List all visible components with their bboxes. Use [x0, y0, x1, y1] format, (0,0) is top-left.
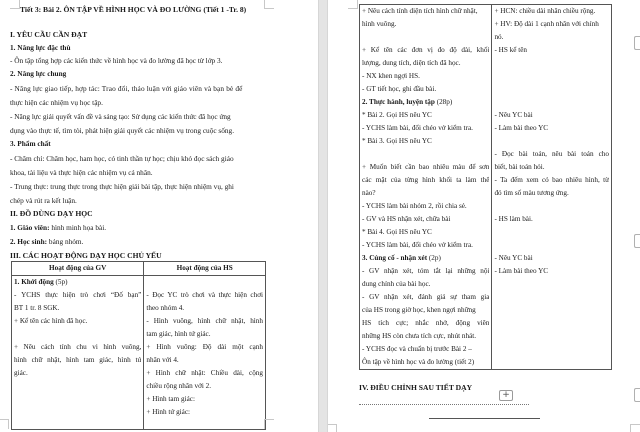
cell-line: - Đọc bài toán, nêu bài toán cho — [494, 150, 609, 158]
header-gv: Hoạt động của GV — [12, 262, 144, 276]
cell-line: hình vuông. — [362, 20, 397, 28]
cell-line: BT 1 tr. 8 SGK. — [14, 304, 60, 312]
cell-line: dung chính của bài học. — [362, 280, 431, 288]
paragraph-line: - Trung thực: trung thực trong thực hiện giải bài tập, thực hiện nhiệm vụ, ghi — [10, 182, 234, 191]
cell-blank — [494, 200, 609, 213]
teacher-value: hình minh họa bài. — [49, 223, 107, 232]
cell-blank — [494, 96, 609, 109]
cell-line: nhân với 4. — [146, 356, 179, 364]
crop-mark — [264, 0, 274, 9]
cell-line: của HS trong giờ học, khen ngợi những — [362, 306, 476, 314]
cell-blank — [494, 239, 609, 252]
activity-duration: (28p) — [434, 98, 453, 106]
paragraph-line: thực hiện các nhiệm vụ học tập. — [10, 98, 103, 107]
cell-line: + Nêu cách tính chu vi hình vuông, — [14, 343, 142, 351]
activity-heading: 3. Củng cố - nhận xét — [362, 254, 428, 262]
cell-line: + Muốn biết cần bao nhiêu màu để sơn — [362, 163, 490, 171]
paragraph-line: - Năng lực giải quyết vấn đề và sáng tạo: Sử dụng các kiến thức đã học ứng — [10, 112, 231, 121]
student-materials — [10, 235, 83, 248]
document-page-left — [0, 0, 318, 432]
hs-cell[interactable] — [144, 276, 266, 430]
crop-mark — [630, 424, 640, 432]
activities-table — [11, 261, 266, 430]
cell-line: + HCN: chiều dài nhân chiều rộng. — [494, 7, 596, 15]
activities-table-continued — [359, 4, 612, 370]
activity-duration: (2p) — [427, 254, 441, 262]
cell-line: giác. — [14, 369, 28, 377]
cell-line: + Nêu cách tính diện tích hình chữ nhật, — [362, 7, 478, 15]
cell-line: - YCHS thực hiện trò chơi “Đố bạn” — [14, 291, 142, 299]
section-4-heading: IV. ĐIỀU CHỈNH SAU TIẾT DẠY — [359, 383, 473, 392]
activity-duration: (5p) — [53, 278, 68, 286]
cell-line: * Bài 4. Gọi HS nêu YC — [362, 228, 432, 236]
teacher-label: 1. Giáo viên: — [10, 223, 50, 232]
cell-line: theo nhóm 4. — [146, 304, 185, 312]
document-page-right — [328, 0, 640, 432]
cell-line — [362, 252, 489, 265]
crop-mark — [264, 419, 274, 429]
cell-line: biết, bài toán hỏi. — [494, 163, 545, 171]
crop-mark — [348, 0, 358, 9]
cell-blank — [494, 70, 609, 83]
cell-blank — [146, 276, 263, 289]
cell-line: - YCHS đọc và chuẩn bị trước Bài 2 – — [362, 345, 472, 353]
crop-mark — [10, 0, 20, 9]
cell-line: tam giác, hình tứ giác. — [146, 330, 211, 338]
student-label: 2. Học sinh: — [10, 237, 48, 246]
cell-line: - Ta đếm xem có bao nhiêu hình, từ — [494, 176, 609, 184]
cell-line: Ôn tập về hình học và đo lường (tiết 2) — [362, 358, 475, 366]
paragraph-line: - Chăm chỉ: Chăm học, ham học, có tinh thần tự học; chịu khó đọc sách giáo — [10, 154, 234, 163]
cell-blank — [494, 226, 609, 239]
cell-line: - NX khen ngợi HS. — [362, 72, 420, 80]
cell-line: * Bài 2. Gọi HS nêu YC — [362, 111, 432, 119]
table-row — [12, 276, 266, 430]
paragraph-line: - Ôn tập tổng hợp các kiến thức về hình học và đo lường đã học từ lớp 3. — [10, 56, 223, 65]
teacher-materials — [10, 221, 106, 234]
cell-line: - Làm bài theo YC — [494, 124, 549, 132]
cell-blank — [494, 135, 609, 148]
cell-line: lượng, dung tích, diện tích đã học. — [362, 59, 461, 67]
cell-line: những HS còn chưa tích cực, nhút nhát. — [362, 332, 477, 340]
cell-line: - YCHS làm bài nhóm 2, rồi chia sẻ. — [362, 202, 467, 210]
cell-line — [14, 276, 141, 289]
subsection-heading: 2. Năng lực chung — [10, 69, 67, 78]
paragraph-line: khoa, tài liệu và thực hiện các nhiệm vụ cá nhân. — [10, 168, 153, 177]
cell-line — [362, 96, 489, 109]
page-side-handle[interactable] — [634, 36, 640, 50]
table-row — [360, 5, 612, 370]
cell-blank — [14, 328, 141, 341]
cell-line: + Kể tên các hình đã học. — [14, 317, 88, 325]
cell-line: + Hình tam giác: — [146, 395, 195, 403]
cell-line: - Hình vuông, hình chữ nhật, hình — [146, 317, 263, 325]
cell-line: - GV và HS nhận xét, chữa bài — [362, 215, 451, 223]
cell-blank — [362, 148, 489, 161]
cell-line: + Hình tứ giác: — [146, 408, 191, 416]
cell-line: - Nêu YC bài — [494, 254, 533, 262]
cell-line: hình chữ nhật, hình tam giác, hình tứ — [14, 356, 142, 364]
activity-heading: 1. Khởi động — [14, 278, 54, 286]
cell-line: - Nêu YC bài — [494, 111, 533, 119]
cell-line: - Làm bài theo YC — [494, 267, 549, 275]
subsection-heading: 3. Phẩm chất — [10, 139, 51, 148]
add-table-row-button[interactable]: + — [499, 390, 513, 401]
hs-cell[interactable] — [492, 5, 612, 370]
divider-line — [429, 418, 540, 419]
cell-line: + Kể tên các đơn vị đo độ dài, khối — [362, 46, 490, 54]
header-hs: Hoạt động của HS — [144, 262, 266, 276]
page-side-handle[interactable] — [634, 234, 640, 248]
paragraph-line: chép và rút ra kết luận. — [10, 196, 77, 205]
subsection-heading: 1. Năng lực đặc thù — [10, 43, 71, 52]
cell-line: đó tìm số màu tương ứng. — [494, 189, 569, 197]
section-1-heading: I. YÊU CẦU CẦN ĐẠT — [10, 30, 88, 39]
cell-line: - GV nhận xét, đánh giá sự tham gia — [362, 293, 490, 301]
cell-line: - YCHS làm bài, đổi chéo vở kiểm tra. — [362, 241, 473, 249]
paragraph-line: - Năng lực giao tiếp, hợp tác: Trao đổi, thảo luận với giáo viên và bạn bè để — [10, 84, 243, 93]
cell-line: - YCHS làm bài, đổi chéo vở kiểm tra. — [362, 124, 473, 132]
paragraph-line: dụng vào thực tế, tìm tòi, phát hiện giải quyết các nhiệm vụ trong cuộc sống. — [10, 126, 235, 135]
cell-blank — [494, 57, 609, 70]
cell-line: + HV: Độ dài 1 cạnh nhân với chính — [494, 20, 599, 28]
section-2-heading: II. ĐỒ DÙNG DẠY HỌC — [10, 209, 93, 218]
cell-line: HS tích cực; nhắc nhở, động viên — [362, 319, 490, 327]
cell-line: * Bài 3. Gọi HS nêu YC — [362, 137, 432, 145]
section-3-heading: III. CÁC HOẠT ĐỘNG DẠY HỌC CHỦ YẾU — [10, 251, 162, 260]
dotted-line — [359, 404, 529, 405]
page-side-handle[interactable] — [634, 388, 640, 402]
table-header-row — [12, 262, 266, 276]
cell-line: - HS làm bài. — [494, 215, 533, 223]
activity-heading: 2. Thực hành, luyện tập — [362, 98, 435, 106]
lesson-title: Tiết 3: Bài 2. ÔN TẬP VỀ HÌNH HỌC VÀ ĐO LƯỜNG (Tiết 1 -Tr. 8) — [20, 5, 247, 14]
cell-line: - HS kể tên — [494, 46, 527, 54]
gv-cell[interactable] — [360, 5, 492, 370]
gv-cell[interactable] — [12, 276, 144, 430]
cell-line: chiều rộng nhân với 2. — [146, 382, 212, 390]
crop-mark — [0, 419, 9, 429]
cell-line: - GT tiết học, ghi đầu bài. — [362, 85, 437, 93]
cell-line: nó. — [494, 33, 504, 41]
cell-blank — [362, 31, 489, 44]
cell-line: - GV nhận xét, tóm tắt lại những nội — [362, 267, 490, 275]
student-value: bảng nhóm. — [47, 237, 84, 246]
crop-mark — [328, 424, 337, 432]
cell-line: - Đọc YC trò chơi và thực hiện chơi — [146, 291, 263, 299]
cell-line: + Hình chữ nhật: Chiều dài, cộng — [146, 369, 263, 377]
cell-line: các mặt của từng hình khối ta làm thế — [362, 176, 490, 184]
cell-line: + Hình vuông: Độ dài một cạnh — [146, 343, 263, 351]
page-gutter — [318, 0, 328, 432]
cell-line: nào? — [362, 189, 376, 197]
cell-blank — [494, 83, 609, 96]
